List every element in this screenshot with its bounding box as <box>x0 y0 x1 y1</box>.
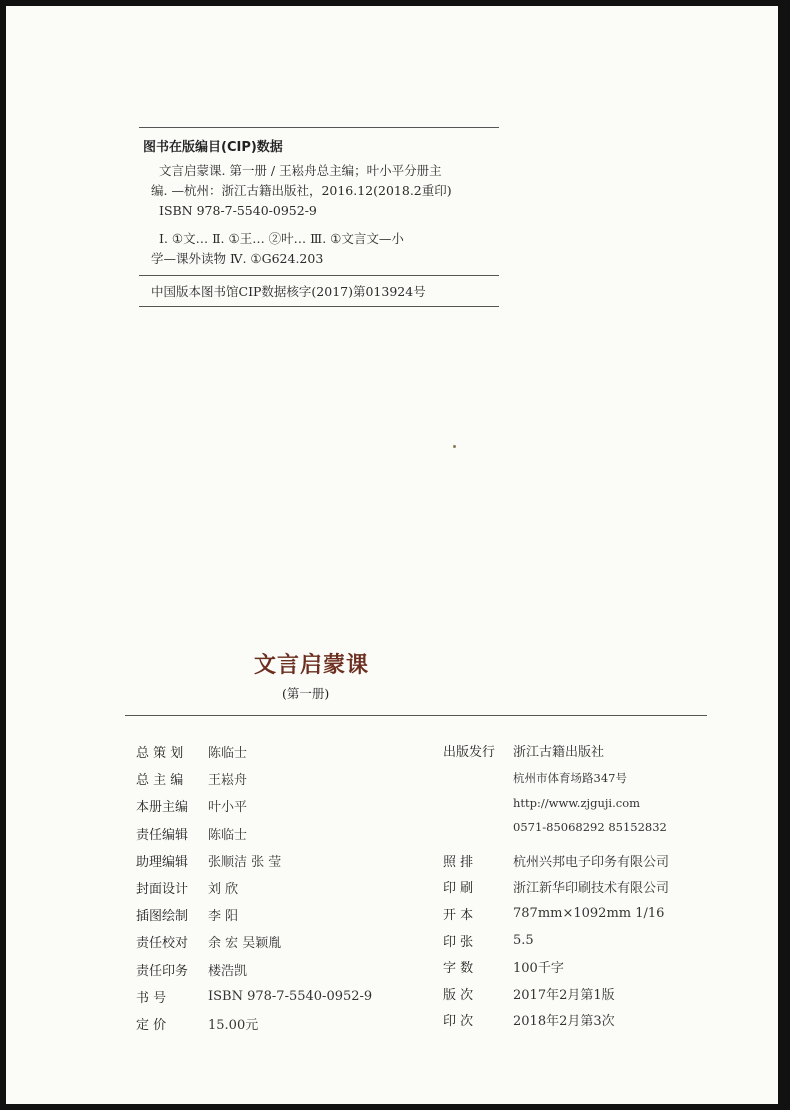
publisher-row <box>443 741 667 760</box>
cip-title: 图书在版编目(CIP)数据 <box>143 140 283 155</box>
credit-row <box>136 928 372 955</box>
book-volume: (第一册) <box>282 686 330 701</box>
credit-label: 插图绘制 <box>136 909 189 925</box>
cip-line: 学—课外读物 Ⅳ. ①G624.203 <box>151 251 324 266</box>
cip-block <box>139 127 499 307</box>
credit-value: 陈临士 <box>208 827 248 843</box>
spec-label: 印 刷 <box>443 881 474 897</box>
publisher-address: 杭州市体育场路347号 <box>513 771 627 785</box>
credit-label: 责任印务 <box>136 963 189 979</box>
credit-row <box>136 847 372 874</box>
speck <box>453 445 456 448</box>
credit-value: 楼浩凯 <box>208 963 248 979</box>
cip-line: ISBN 978-7-5540-0952-9 <box>159 203 317 218</box>
credit-value: 叶小平 <box>208 800 248 816</box>
spec-label: 开 本 <box>443 907 474 923</box>
cip-cn-record: 中国版本图书馆CIP数据核字(2017)第013924号 <box>151 284 426 299</box>
spec-row <box>443 980 669 1007</box>
spec-value: 2018年2月第3次 <box>513 1014 615 1030</box>
spec-value: 100千字 <box>513 961 564 977</box>
credit-value: 王崧舟 <box>208 773 248 789</box>
credit-label: 书 号 <box>136 990 167 1006</box>
spec-value: 浙江新华印刷技术有限公司 <box>513 881 670 897</box>
credit-row <box>136 901 372 928</box>
credit-value: ISBN 978-7-5540-0952-9 <box>208 988 373 1004</box>
spec-label: 印 次 <box>443 1014 474 1030</box>
cip-line: Ⅰ. ①文… Ⅱ. ①王… ②叶… Ⅲ. ①文言文—小 <box>159 231 404 246</box>
spec-row <box>443 900 669 927</box>
credit-value: 张顺洁 张 莹 <box>208 854 282 870</box>
credit-value: 李 阳 <box>208 909 239 925</box>
spec-label: 照 排 <box>443 854 474 870</box>
spec-label: 字 数 <box>443 961 474 977</box>
credit-label: 责任校对 <box>136 936 189 952</box>
credit-value: 15.00元 <box>208 1017 259 1033</box>
cip-bottom-rule <box>139 306 499 307</box>
credit-row <box>136 956 372 983</box>
credit-label: 封面设计 <box>136 882 189 898</box>
spec-row <box>443 874 669 901</box>
cip-line: 文言启蒙课. 第一册 / 王崧舟总主编；叶小平分册主 <box>159 163 442 178</box>
imprint-rule <box>125 715 707 716</box>
spec-value: 杭州兴邦电子印务有限公司 <box>513 854 670 870</box>
credits-list <box>136 738 372 1037</box>
cip-mid-rule <box>139 275 499 276</box>
credit-row <box>136 738 372 765</box>
credit-row <box>136 983 372 1010</box>
cip-body <box>139 161 499 269</box>
credit-row <box>136 765 372 792</box>
credit-row <box>136 792 372 819</box>
credit-row <box>136 1010 372 1037</box>
credit-label: 责任编辑 <box>136 827 189 843</box>
spec-label: 版 次 <box>443 987 474 1003</box>
spec-value: 5.5 <box>513 932 534 948</box>
publisher-website: http://www.zjguji.com <box>513 796 641 810</box>
copyright-page <box>6 6 778 1104</box>
publisher-label: 出版发行 <box>443 745 496 760</box>
spec-value: 787mm×1092mm 1/16 <box>513 905 665 921</box>
credit-row <box>136 874 372 901</box>
credit-value: 余 宏 吴颖胤 <box>208 936 282 952</box>
spec-row <box>443 847 669 874</box>
specs-list <box>443 847 669 1033</box>
spec-value: 2017年2月第1版 <box>513 987 615 1003</box>
spec-row <box>443 927 669 954</box>
credit-row <box>136 820 372 847</box>
publisher-block <box>443 741 667 834</box>
credit-label: 定 价 <box>136 1017 167 1033</box>
credit-label: 总 主 编 <box>136 773 184 789</box>
cip-line: 编. —杭州：浙江古籍出版社，2016.12(2018.2重印) <box>151 183 452 198</box>
credit-label: 本册主编 <box>136 800 189 816</box>
spec-row <box>443 953 669 980</box>
spec-label: 印 张 <box>443 934 474 950</box>
spec-row <box>443 1007 669 1034</box>
credit-value: 陈临士 <box>208 746 248 762</box>
credit-label: 总 策 划 <box>136 746 184 762</box>
publisher-phone: 0571-85068292 85152832 <box>513 820 667 834</box>
credit-label: 助理编辑 <box>136 854 189 870</box>
publisher-name: 浙江古籍出版社 <box>513 745 605 760</box>
cip-top-rule <box>139 127 499 128</box>
book-title: 文言启蒙课 <box>254 653 370 678</box>
credit-value: 刘 欣 <box>208 882 239 898</box>
